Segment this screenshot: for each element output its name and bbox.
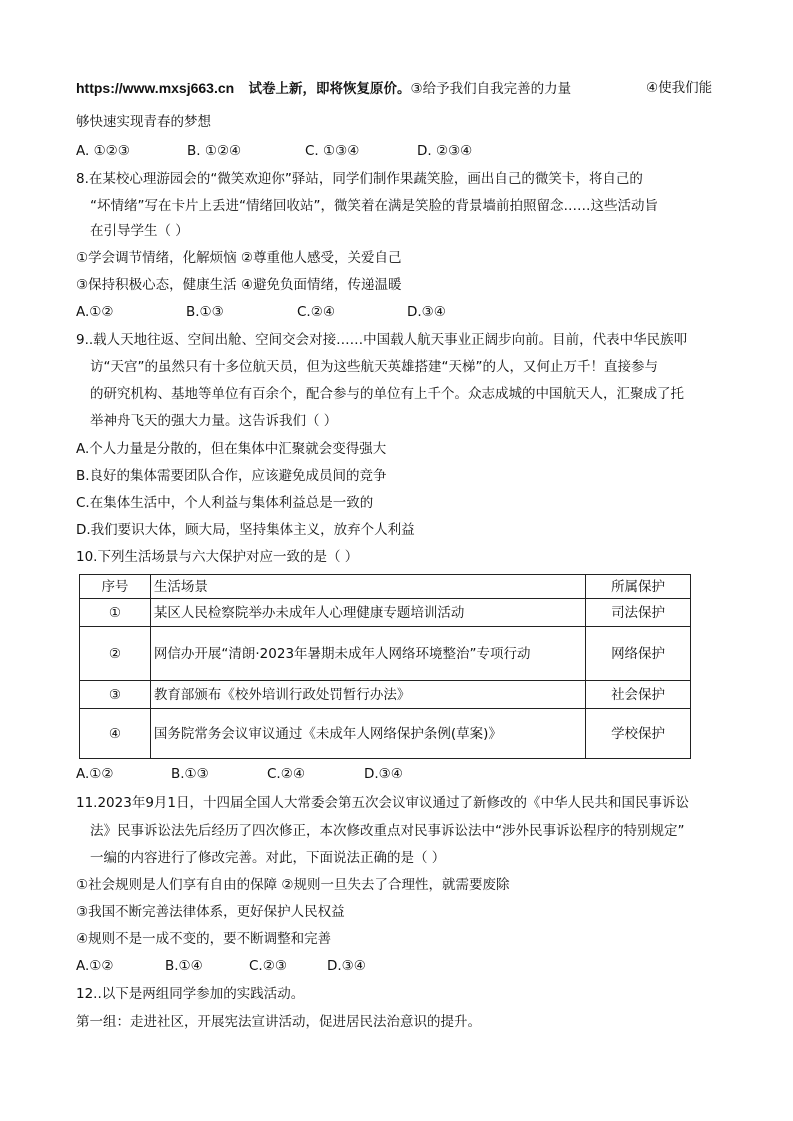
q9-option-a[interactable]: A.个人力量是分散的，但在集体中汇聚就会变得强大 <box>76 441 387 457</box>
q9-option-b[interactable]: B.良好的集体需要团队合作，应该避免成员间的竞争 <box>76 468 387 484</box>
row-no: ④ <box>80 709 151 759</box>
q10-option-b[interactable]: B.①③ <box>171 766 209 782</box>
q7-option-d[interactable]: D. ②③④ <box>417 143 473 159</box>
q11-option-d[interactable]: D.③④ <box>327 958 366 974</box>
q9-stem-line-4: 举神舟飞天的强大力量。这告诉我们（ ） <box>90 413 338 429</box>
header-type: 所属保护 <box>586 575 691 599</box>
table-row <box>80 599 691 627</box>
q8-option-d[interactable]: D.③④ <box>407 304 446 320</box>
q8-option-c[interactable]: C.②④ <box>297 304 335 320</box>
table-row <box>80 627 691 681</box>
q9-stem-line-1: 9..载人天地往返、空间出舱、空间交会对接……中国载人航天事业正阔步向前。目前，代表中华民族叩 <box>76 332 688 348</box>
row-no: ① <box>80 599 151 627</box>
row-type: 社会保护 <box>586 681 691 709</box>
q11-statements-2: ③我国不断完善法律体系，更好保护人民权益 <box>76 904 345 920</box>
site-url-link[interactable]: https://www.mxsj663.cn <box>76 80 235 96</box>
q12-stem: 12..以下是两组同学参加的实践活动。 <box>76 986 305 1002</box>
q8-stem-line-3: 在引导学生（ ） <box>90 223 189 239</box>
q8-option-a[interactable]: A.①② <box>76 304 114 320</box>
q7-option-3-text: ③给予我们自我完善的力量 <box>410 81 572 97</box>
q7-continuation: 够快速实现青春的梦想 <box>76 114 211 130</box>
q11-stem-line-1: 11.2023年9月1日，十四届全国人大常委会第五次会议审议通过了新修改的《中华人民共和国民事诉讼 <box>76 795 690 811</box>
q10-option-c[interactable]: C.②④ <box>267 766 305 782</box>
q8-statements-1: ①学会调节情绪，化解烦恼 ②尊重他人感受，关爱自己 <box>76 250 402 266</box>
q11-option-c[interactable]: C.②③ <box>249 958 287 974</box>
q7-option-a[interactable]: A. ①②③ <box>76 143 130 159</box>
q11-stem-line-3: 一编的内容进行了修改完善。对此，下面说法正确的是（ ） <box>90 850 446 866</box>
q10-table <box>79 574 691 759</box>
row-scene: 某区人民检察院举办未成年人心理健康专题培训活动 <box>150 599 585 627</box>
row-scene: 教育部颁布《校外培训行政处罚暂行办法》 <box>150 681 585 709</box>
q11-statements-1: ①社会规则是人们享有自由的保障 ②规则一旦失去了合理性，就需要废除 <box>76 877 510 893</box>
q10-stem: 10.下列生活场景与六大保护对应一致的是（ ） <box>76 549 359 565</box>
q9-stem-line-3: 的研究机构、基地等单位有百余个，配合参与的单位有上千个。众志成城的中国航天人，汇聚成了托 <box>90 386 684 402</box>
q11-statements-3: ④规则不是一成不变的，要不断调整和完善 <box>76 931 332 947</box>
row-no: ② <box>80 627 151 681</box>
q8-option-b[interactable]: B.①③ <box>186 304 224 320</box>
q11-option-b[interactable]: B.①④ <box>165 958 203 974</box>
q7-options <box>76 142 472 160</box>
row-type: 司法保护 <box>586 599 691 627</box>
header-no: 序号 <box>80 575 151 599</box>
header-scene: 生活场景 <box>150 575 585 599</box>
table-header-row <box>80 575 691 599</box>
q10-options <box>76 765 403 783</box>
q8-stem-line-2: “坏情绪”写在卡片上丢进“情绪回收站”，微笑着在满是笑脸的背景墙前拍照留念……这些活动旨 <box>90 198 658 214</box>
q8-stem-line-1: 8.在某校心理游园会的“微笑欢迎你”驿站，同学们制作果蔬笑脸，画出自己的微笑卡，将自己的 <box>76 171 643 187</box>
row-no: ③ <box>80 681 151 709</box>
promo-notice: 试卷上新，即将恢复原价。 <box>248 81 411 97</box>
q10-option-a[interactable]: A.①② <box>76 766 114 782</box>
q9-option-c[interactable]: C.在集体生活中，个人利益与集体利益总是一致的 <box>76 495 374 511</box>
table-row <box>80 709 691 759</box>
q11-option-a[interactable]: A.①② <box>76 958 114 974</box>
header-line <box>76 79 713 98</box>
q7-option-b[interactable]: B. ①②④ <box>187 143 242 159</box>
q11-stem-line-2: 法》民事诉讼法先后经历了四次修正，本次修改重点对民事诉讼法中“涉外民事诉讼程序的特别规定” <box>90 823 685 839</box>
row-scene: 国务院常务会议审议通过《未成年人网络保护条例(草案)》 <box>150 709 585 759</box>
table-row <box>80 681 691 709</box>
q9-option-d[interactable]: D.我们要识大体，顾大局，坚持集体主义，放弃个人利益 <box>76 522 415 538</box>
row-type: 网络保护 <box>586 627 691 681</box>
q11-options <box>76 957 366 975</box>
q10-option-d[interactable]: D.③④ <box>364 766 403 782</box>
q8-statements-2: ③保持积极心态，健康生活 ④避免负面情绪，传递温暖 <box>76 277 402 293</box>
q7-option-c[interactable]: C. ①③④ <box>305 143 360 159</box>
row-type: 学校保护 <box>586 709 691 759</box>
q8-options <box>76 303 446 321</box>
q7-option-4-text: ④使我们能 <box>646 80 713 96</box>
q12-group-1: 第一组：走进社区，开展宪法宣讲活动，促进居民法治意识的提升。 <box>76 1014 481 1030</box>
row-scene: 网信办开展“清朗·2023年暑期未成年人网络环境整治”专项行动 <box>150 627 585 681</box>
q9-stem-line-2: 访“天宫”的虽然只有十多位航天员，但为这些航天英雄搭建“天梯”的人，又何止万千！直接参与 <box>90 359 658 375</box>
